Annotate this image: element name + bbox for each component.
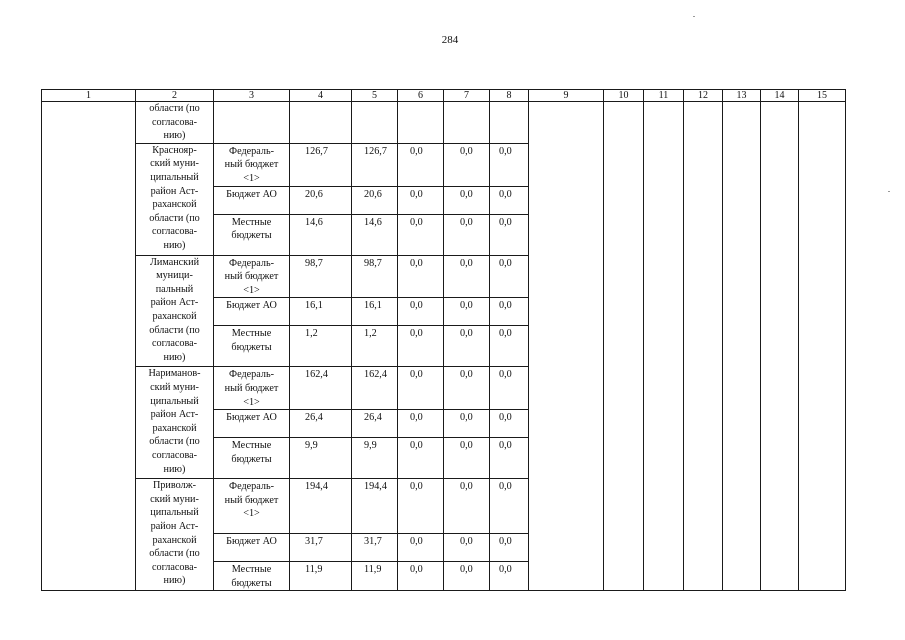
value-cell: 194,4 <box>352 479 398 534</box>
value-cell: 0,0 <box>398 214 444 255</box>
budget-source-cell <box>214 410 290 438</box>
cell-line: <1> <box>243 172 260 184</box>
cell-line: Бюджет АО <box>226 536 277 548</box>
cell-line: ский муни- <box>150 493 199 505</box>
program-cell <box>42 102 136 591</box>
budget-source-cell <box>214 479 290 534</box>
cell-line: пальный <box>155 283 194 295</box>
value-cell: 0,0 <box>490 438 529 479</box>
cell-line: ный бюджет <box>224 494 279 506</box>
value-cell: 31,7 <box>352 534 398 562</box>
cell-line: Федераль- <box>229 369 274 381</box>
empty-cell <box>398 102 444 144</box>
budget-source-cell <box>214 438 290 479</box>
value-cell: 26,4 <box>352 410 398 438</box>
cell-line: <1> <box>243 396 260 408</box>
cell-line: раханской <box>152 534 197 546</box>
value-cell: 0,0 <box>444 562 490 591</box>
budget-source-cell <box>214 562 290 591</box>
value-cell: 126,7 <box>290 143 352 186</box>
district-cell <box>136 143 214 255</box>
cell-line: Бюджет АО <box>226 412 277 424</box>
cell-line: области (по <box>149 103 200 114</box>
value-cell: 1,2 <box>290 326 352 367</box>
value-cell: 0,0 <box>398 479 444 534</box>
value-cell: 0,0 <box>490 298 529 326</box>
value-cell: 126,7 <box>352 143 398 186</box>
value-cell: 0,0 <box>444 438 490 479</box>
column-header: 6 <box>398 90 444 102</box>
cell-line: Приволж- <box>152 480 197 492</box>
value-cell: 0,0 <box>490 367 529 410</box>
budget-source-cell <box>214 214 290 255</box>
value-cell: 0,0 <box>444 410 490 438</box>
cell-line: Федераль- <box>229 257 274 269</box>
cell-line: раханской <box>152 310 197 322</box>
empty-cell <box>352 102 398 144</box>
cell-line: согласова- <box>151 338 198 350</box>
value-cell: 0,0 <box>490 255 529 298</box>
cell-line: согласова- <box>151 449 198 461</box>
value-cell: 14,6 <box>352 214 398 255</box>
value-cell: 0,0 <box>444 479 490 534</box>
column-header: 1 <box>42 90 136 102</box>
value-cell: 16,1 <box>290 298 352 326</box>
scan-speck <box>888 191 890 192</box>
cell-line: ский муни- <box>150 158 199 170</box>
value-cell: 0,0 <box>398 326 444 367</box>
cell-line: раханской <box>152 422 197 434</box>
cell-line: области (по <box>149 548 200 560</box>
value-cell: 9,9 <box>290 438 352 479</box>
column-header: 10 <box>604 90 644 102</box>
cell-line: ципальный <box>150 507 199 519</box>
cell-line: Бюджет АО <box>226 300 277 312</box>
value-cell: 0,0 <box>398 143 444 186</box>
cell-line: ный бюджет <box>224 159 279 171</box>
value-cell: 26,4 <box>290 410 352 438</box>
cell-line: Федераль- <box>229 481 274 493</box>
cell-line: нию) <box>163 351 186 363</box>
cell-line: согласова- <box>151 116 198 128</box>
cell-line: бюджеты <box>231 453 272 465</box>
cell-line: муници- <box>156 270 193 282</box>
cell-line: Федераль- <box>229 145 274 157</box>
value-cell: 0,0 <box>444 255 490 298</box>
value-cell: 20,6 <box>352 186 398 214</box>
budget-source-cell <box>214 367 290 410</box>
cell-line: согласова- <box>151 226 198 238</box>
value-cell: 0,0 <box>444 326 490 367</box>
cell-line: район Аст- <box>150 185 199 197</box>
table-row <box>42 102 846 144</box>
value-cell: 0,0 <box>490 143 529 186</box>
header-row <box>42 90 846 102</box>
cell-line: раханской <box>152 199 197 211</box>
value-cell: 31,7 <box>290 534 352 562</box>
empty-cell <box>529 102 604 591</box>
page-number: 284 <box>441 34 459 46</box>
cell-line: Местные <box>231 328 272 340</box>
column-header: 9 <box>529 90 604 102</box>
value-cell: 0,0 <box>398 438 444 479</box>
district-cell <box>136 255 214 367</box>
value-cell: 0,0 <box>398 534 444 562</box>
value-cell: 0,0 <box>490 214 529 255</box>
value-cell: 162,4 <box>352 367 398 410</box>
empty-cell <box>604 102 644 591</box>
cell-line: нию) <box>163 239 186 251</box>
column-header: 13 <box>723 90 761 102</box>
cell-line: ципальный <box>150 395 199 407</box>
cell-line: ный бюджет <box>224 271 279 283</box>
value-cell: 98,7 <box>290 255 352 298</box>
empty-cell <box>644 102 684 591</box>
cell-line: <1> <box>243 508 260 520</box>
empty-cell <box>490 102 529 144</box>
value-cell: 0,0 <box>444 298 490 326</box>
district-cell <box>136 102 214 144</box>
cell-line: области (по <box>149 212 200 224</box>
cell-line: Лиманский <box>149 256 200 268</box>
column-header: 11 <box>644 90 684 102</box>
value-cell: 9,9 <box>352 438 398 479</box>
empty-cell <box>214 102 290 144</box>
value-cell: 0,0 <box>490 562 529 591</box>
cell-line: ный бюджет <box>224 382 279 394</box>
cell-line: район Аст- <box>150 520 199 532</box>
value-cell: 1,2 <box>352 326 398 367</box>
cell-line: Местные <box>231 564 272 576</box>
cell-line: бюджеты <box>231 230 272 242</box>
cell-line: бюджеты <box>231 577 272 589</box>
value-cell: 162,4 <box>290 367 352 410</box>
value-cell: 98,7 <box>352 255 398 298</box>
value-cell: 0,0 <box>490 326 529 367</box>
cell-line: район Аст- <box>150 297 199 309</box>
value-cell: 0,0 <box>444 143 490 186</box>
cell-line: области (по <box>149 324 200 336</box>
value-cell: 0,0 <box>398 255 444 298</box>
cell-line: Местные <box>231 440 272 452</box>
value-cell: 0,0 <box>398 410 444 438</box>
cell-line: области (по <box>149 436 200 448</box>
budget-source-cell <box>214 298 290 326</box>
value-cell: 0,0 <box>490 479 529 534</box>
value-cell: 14,6 <box>290 214 352 255</box>
empty-cell <box>723 102 761 591</box>
empty-cell <box>684 102 723 591</box>
value-cell: 0,0 <box>398 367 444 410</box>
column-header: 15 <box>799 90 846 102</box>
value-cell: 194,4 <box>290 479 352 534</box>
district-cell <box>136 479 214 591</box>
cell-line: <1> <box>243 284 260 296</box>
cell-line: Местные <box>231 216 272 228</box>
value-cell: 0,0 <box>398 562 444 591</box>
value-cell: 0,0 <box>444 186 490 214</box>
column-header: 3 <box>214 90 290 102</box>
budget-source-cell <box>214 186 290 214</box>
value-cell: 0,0 <box>490 534 529 562</box>
budget-source-cell <box>214 143 290 186</box>
cell-line: нию) <box>163 463 186 475</box>
budget-source-cell <box>214 534 290 562</box>
budget-source-cell <box>214 255 290 298</box>
empty-cell <box>799 102 846 591</box>
budget-table <box>41 89 846 591</box>
column-header: 7 <box>444 90 490 102</box>
value-cell: 0,0 <box>398 298 444 326</box>
empty-cell <box>761 102 799 591</box>
empty-cell <box>290 102 352 144</box>
column-header: 4 <box>290 90 352 102</box>
column-header: 14 <box>761 90 799 102</box>
district-cell <box>136 367 214 479</box>
cell-line: Бюджет АО <box>226 188 277 200</box>
cell-line: нию) <box>163 130 186 142</box>
cell-line: бюджеты <box>231 341 272 353</box>
value-cell: 11,9 <box>352 562 398 591</box>
cell-line: нию) <box>163 575 186 587</box>
value-cell: 0,0 <box>444 367 490 410</box>
budget-source-cell <box>214 326 290 367</box>
value-cell: 0,0 <box>490 410 529 438</box>
cell-line: ципальный <box>150 171 199 183</box>
value-cell: 16,1 <box>352 298 398 326</box>
cell-line: Нариманов- <box>148 368 201 380</box>
column-header: 12 <box>684 90 723 102</box>
cell-line: ский муни- <box>150 381 199 393</box>
value-cell: 0,0 <box>398 186 444 214</box>
scan-speck <box>693 16 695 17</box>
value-cell: 0,0 <box>444 534 490 562</box>
value-cell: 0,0 <box>490 186 529 214</box>
column-header: 5 <box>352 90 398 102</box>
value-cell: 11,9 <box>290 562 352 591</box>
column-header: 8 <box>490 90 529 102</box>
cell-line: район Аст- <box>150 409 199 421</box>
value-cell: 0,0 <box>444 214 490 255</box>
column-header: 2 <box>136 90 214 102</box>
cell-line: Краснояр- <box>152 144 197 156</box>
empty-cell <box>444 102 490 144</box>
cell-line: согласова- <box>151 561 198 573</box>
value-cell: 20,6 <box>290 186 352 214</box>
